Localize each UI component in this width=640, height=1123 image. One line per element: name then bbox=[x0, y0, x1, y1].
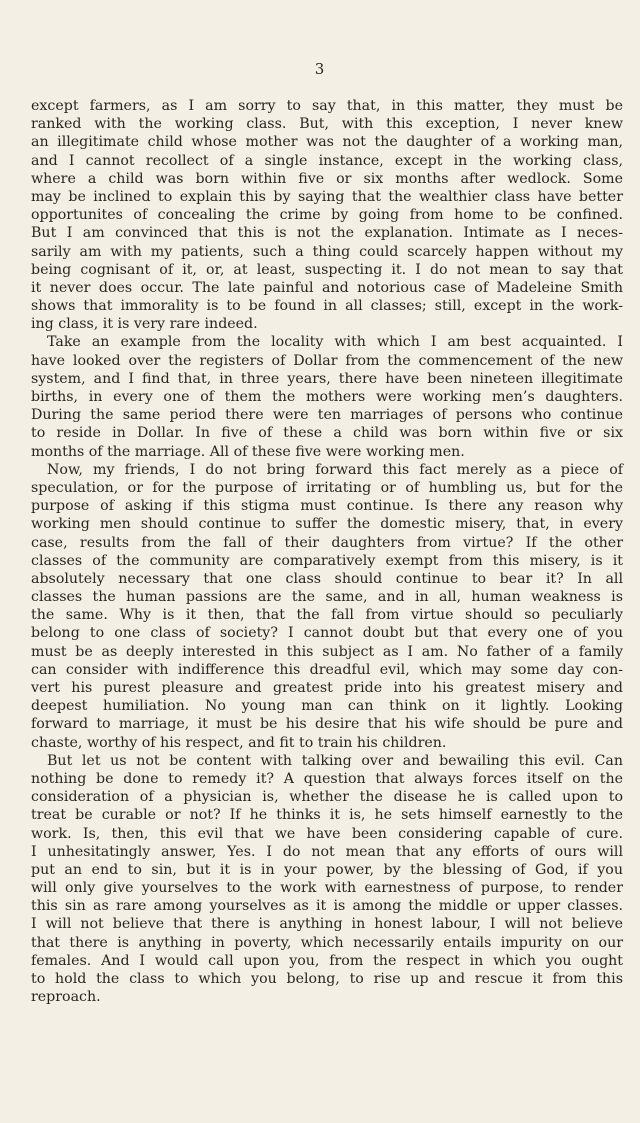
text-line: have looked over the registers of Dollar from the commencement of the new bbox=[31, 352, 623, 369]
text-line: ing class, it is very rare indeed. bbox=[31, 316, 258, 333]
text-line: this sin as rare among yourselves as it is among the middle or upper classes. bbox=[31, 898, 623, 915]
text-line: opportunites of concealing the crime by going from home to be confined. bbox=[31, 207, 623, 224]
text-line: must be as deeply interested in this subject as I am. No father of a family bbox=[31, 643, 623, 660]
text-line: sarily am with my patients, such a thing could scarcely happen without my bbox=[31, 243, 623, 260]
text-line: forward to marriage, it must be his desire that his wife should be pure and bbox=[31, 716, 623, 733]
text-line: I unhesitatingly answer, Yes. I do not mean that any efforts of ours will bbox=[31, 843, 623, 860]
text-line: Take an example from the locality with which I am best acquainted. I bbox=[47, 334, 623, 351]
text-line: Now, my friends, I do not bring forward this fact merely as a piece of bbox=[47, 461, 623, 478]
text-line: months of the marriage. All of these five were working men. bbox=[31, 443, 465, 460]
text-line: and I cannot recollect of a single instance, except in the working class, bbox=[31, 152, 623, 169]
text-line: absolutely necessary that one class should continue to bear it? In all bbox=[31, 570, 623, 587]
text-line: classes of the community are comparatively exempt from this misery, is it bbox=[31, 552, 623, 569]
text-line: can consider with indifference this dreadful evil, which may some day con- bbox=[31, 661, 623, 678]
text-line: During the same period there were ten marriages of persons who continue bbox=[31, 407, 623, 424]
text-line: may be inclined to explain this by saying that the wealthier class have better bbox=[31, 188, 623, 205]
text-line: working men should continue to suffer the domestic misery, that, in every bbox=[31, 516, 623, 533]
text-line: ranked with the working class. But, with this exception, I never knew bbox=[31, 116, 623, 133]
text-line: the same. Why is it then, that the fall from virtue should so peculiarly bbox=[31, 607, 623, 624]
text-line: put an end to sin, but it is in your power, by the blessing of God, if you bbox=[31, 861, 623, 878]
text-line: that there is anything in poverty, which necessarily entails impurity on our bbox=[31, 934, 623, 951]
text-line: being cognisant of it, or, at least, suspecting it. I do not mean to say that bbox=[31, 261, 623, 278]
text-line: classes the human passions are the same, and in all, human weakness is bbox=[31, 589, 623, 606]
text-line: an illegitimate child whose mother was not the daughter of a working man, bbox=[31, 134, 623, 151]
text-line: case, results from the fall of their daughters from virtue? If the other bbox=[31, 534, 623, 551]
body-text bbox=[31, 97, 623, 1006]
text-line: system, and I find that, in three years, there have been nineteen illegitimate bbox=[31, 370, 623, 387]
text-line: work. Is, then, this evil that we have been considering capable of cure. bbox=[31, 825, 623, 842]
text-line: consideration of a physician is, whether the disease he is called upon to bbox=[31, 789, 623, 806]
text-line: deepest humiliation. No young man can think on it lightly. Looking bbox=[31, 698, 623, 715]
text-line: treat be curable or not? If he thinks it is, he sets himself earnestly to the bbox=[31, 807, 623, 824]
text-line: reproach. bbox=[31, 989, 101, 1006]
page-number: 3 bbox=[314, 60, 326, 78]
text-line: But I am convinced that this is not the explanation. Intimate as I neces- bbox=[31, 225, 623, 242]
text-line: shows that immorality is to be found in all classes; still, except in the work- bbox=[31, 298, 623, 315]
text-line: But let us not be content with talking over and bewailing this evil. Can bbox=[47, 752, 623, 769]
text-line: births, in every one of them the mothers were working men’s daughters. bbox=[31, 389, 623, 405]
text-line: I will not believe that there is anything in honest labour, I will not believe bbox=[31, 916, 623, 933]
text-line: to hold the class to which you belong, to rise up and rescue it from this bbox=[31, 971, 623, 987]
text-line: chaste, worthy of his respect, and fit to train his children. bbox=[31, 734, 447, 751]
text-line: females. And I would call upon you, from the respect in which you ought bbox=[31, 952, 623, 969]
text-line: belong to one class of society? I cannot doubt but that every one of you bbox=[31, 625, 623, 642]
text-line: to reside in Dollar. In five of these a child was born within five or six bbox=[31, 425, 623, 442]
text-line: it never does occur. The late painful and notorious case of Madeleine Smith bbox=[31, 279, 623, 296]
text-line: speculation, or for the purpose of irritating or of humbling us, but for the bbox=[31, 479, 623, 496]
text-line: nothing be done to remedy it? A question that always forces itself on the bbox=[31, 770, 623, 787]
text-line: vert his purest pleasure and greatest pride into his greatest misery and bbox=[31, 680, 623, 696]
text-line: purpose of asking if this stigma must continue. Is there any reason why bbox=[31, 498, 623, 515]
text-line: where a child was born within five or six months after wedlock. Some bbox=[31, 170, 623, 187]
text-line: except farmers, as I am sorry to say that, in this matter, they must be bbox=[31, 98, 623, 114]
text-line: will only give yourselves to the work with earnestness of purpose, to render bbox=[31, 880, 623, 897]
